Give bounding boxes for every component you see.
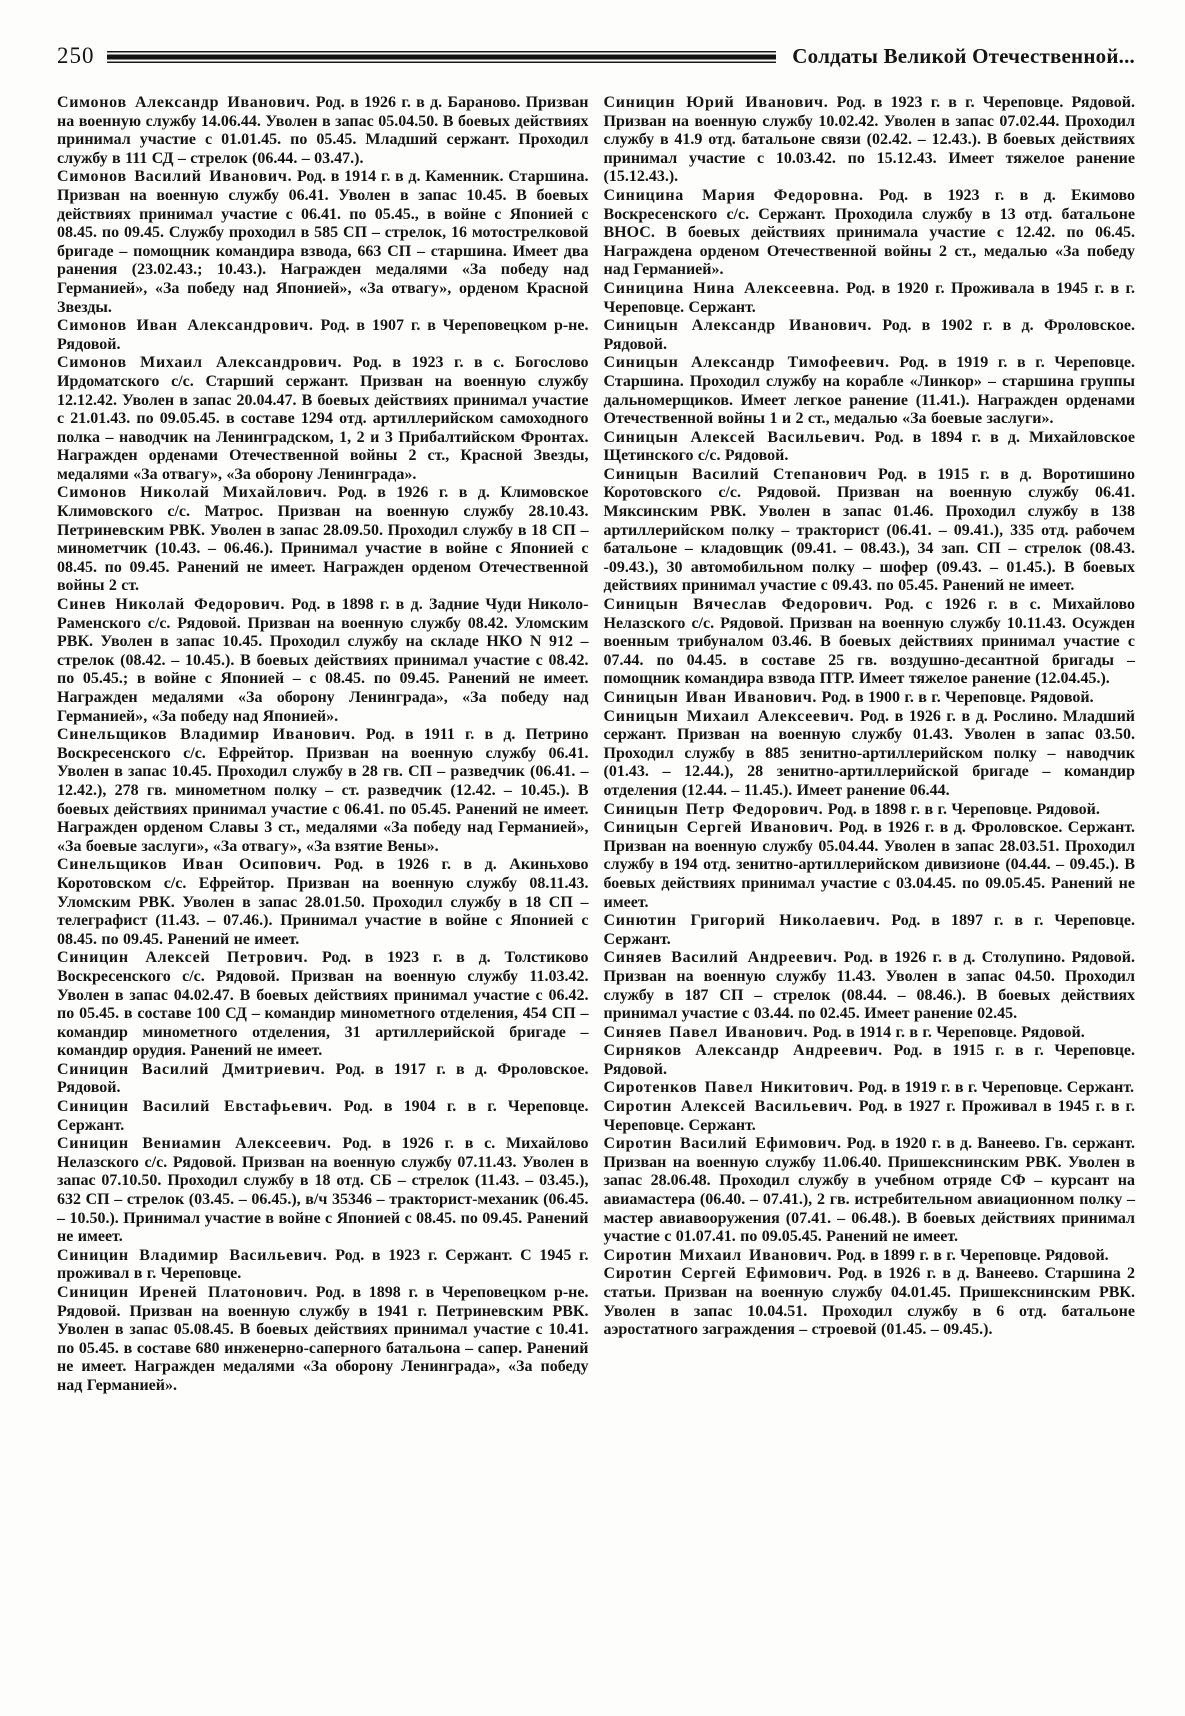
page-header [57, 38, 1135, 74]
text-columns [57, 94, 1135, 1396]
soldier-entry [57, 1098, 589, 1135]
soldier-name: Синев Николай Федорович. [57, 596, 286, 614]
column-left [57, 94, 589, 1396]
entry-text: Род. в 1923 г. Сержант. С 1945 г. проживал в г. Череповце. [57, 1246, 589, 1283]
soldier-entry [604, 912, 1136, 949]
column-right [604, 94, 1136, 1396]
entry-text: Род. в 1923 г. в д. Екимово Воскресенского с/с. Сержант. Проходила службу в 13 отд. батальоне ВНОС. В боевых действиях принимала участие с 12.42. по 06.45. Награждена орденом Отечественной войны 2 ст., медалью «За победу над Германией». [603, 186, 1135, 279]
soldier-name: Синицын Иван Иванович. [603, 689, 818, 706]
entry-text: Род. в 1914 г. в г. Череповце. Рядовой. [812, 1023, 1085, 1041]
entry-text: Род. в 1923 г. в г. Череповце. Рядовой. Призван на военную службу 10.02.42. Уволен в запас 07.02.44. Проходил службу в 41.9 отд. батальоне связи (02.42. – 12.43.). В боевых действиях принимал участие с 10.03.42. по 15.12.43. Имеет тяжелое ранение (15.12.43.). [603, 94, 1135, 186]
soldier-name: Синельщиков Владимир Иванович. [57, 726, 356, 744]
soldier-entry [57, 484, 589, 596]
entry-text: Род. в 1900 г. в г. Череповце. Рядовой. [821, 689, 1094, 706]
soldier-name: Синицын Михаил Алексеевич. [603, 707, 855, 725]
soldier-entry [604, 354, 1136, 428]
soldier-entry [604, 1135, 1136, 1247]
soldier-entry [604, 1265, 1136, 1339]
soldier-name: Синицина Нина Алексеевна. [603, 279, 840, 297]
entry-text: Род. в 1923 г. в д. Толстиково Воскресенского с/с. Рядовой. Призван на военную службу 11.03.42. Уволен в запас 04.02.47. В боевых действиях принимал участие с 06.42. по 05.45. в составе 100 СД – командир минометного отделения, 454 СП – командир минометного отделения, 31 артиллерийской бригаде – командир орудия. Ранений не имеет. [57, 949, 589, 1060]
soldier-entry [604, 801, 1136, 820]
soldier-entry [604, 429, 1136, 466]
soldier-name: Сиротин Михаил Иванович. [603, 1246, 833, 1264]
soldier-entry [604, 1024, 1136, 1043]
soldier-name: Синицина Мария Федоровна. [603, 186, 864, 204]
entry-text: Род. в 1926 г. в д. Ванеево. Старшина 2 статьи. Призван на военную службу 04.01.45. Пришекснинским РВК. Уволен в запас 10.04.51. Проходил службу в 6 отд. батальоне аэростатного заграждения – строевой (01.45. – 09.45.). [603, 1265, 1135, 1339]
soldier-entry [57, 596, 589, 726]
soldier-name: Синютин Григорий Николаевич. [603, 912, 881, 930]
soldier-name: Синельщиков Иван Осипович. [57, 856, 322, 874]
entry-text: Род. в 1904 г. в г. Череповце. Сержант. [57, 1098, 589, 1134]
header-rule [107, 51, 777, 63]
soldier-entry [57, 726, 589, 856]
page-number: 250 [57, 43, 95, 68]
entry-text: Род. в 1898 г. в д. Задние Чуди Николо-Раменского с/с. Рядовой. Призван на военную службу 08.42. Уломским РВК. Уволен в запас 10.45. Проходил службу на складе НКО N 912 – стрелок (08.42. – 10.45.). В боевых действиях принимал участие с 08.42. по 05.45.; в войне с Японией – с 08.45. по 09.45. Ранений не имеет. Награжден медалями «За оборону Ленинграда», «За победу над Германией», «За победу над Японией». [57, 596, 589, 725]
entry-text: Род. в 1926 г. в д. Бараново. Призван на военную службу 14.06.44. Уволен в запас 05.04.50. В боевых действиях принимал участие с 01.01.45. по 05.45. Младший сержант. Проходил службу в 111 СД – стрелок (06.44. – 03.47.). [57, 94, 589, 167]
entry-text: Род. в 1897 г. в г. Череповце. Сержант. [603, 912, 1135, 948]
soldier-name: Синицин Вениамин Алексеевич. [57, 1135, 332, 1153]
soldier-entry [604, 1042, 1136, 1079]
soldier-entry [57, 1284, 589, 1396]
soldier-entry [57, 1247, 589, 1284]
entry-text: Род. в 1898 г. в Череповецком р-не. Рядовой. Призван на военную службу в 1941 г. Петриневским РВК. Уволен в запас 05.08.45. В боевых действиях принимал участие с 10.41. по 05.45. в составе 680 инженерно-саперного батальона – сапер. Ранений не имеет. Награжден медалями «За оборону Ленинграда», «За победу над Германией». [57, 1284, 589, 1394]
soldier-name: Симонов Иван Александрович. [57, 317, 314, 335]
soldier-entry [604, 1079, 1136, 1098]
entry-text: Род. с 1926 г. в с. Михайлово Нелазского с/с. Рядовой. Призван на военную службу 10.11.43. Осужден военным трибуналом 03.46. В боевых действиях принимал участие с 07.44. по 04.45. в составе 25 гв. воздушно-десантной бригады – помощник командира взвода ПТР. Имеет тяжелое ранение (12.04.45.). [603, 596, 1135, 688]
soldier-entry [604, 708, 1136, 801]
entry-text: Род. в 1926 г. в д. Акиньхово Коротовском с/с. Ефрейтор. Призван на военную службу 08.11.43. Уломским РВК. Уволен в запас 28.01.50. Проходил службу в 18 СП – телеграфист (11.43. – 07.46.). Принимал участие в войне с Японией с 08.45. по 09.45. Ранений не имеет. [57, 856, 589, 948]
soldier-name: Синицын Сергей Иванович. [603, 819, 834, 837]
entry-text: Род. в 1911 г. в д. Петрино Воскресенского с/с. Ефрейтор. Призван на военную службу 06.41. Уволен в запас 10.45. Проходил службу в 28 гв. СП – разведчик (06.41. – 12.42.), 278 гв. минометном полку – ст. разведчик (12.42. – 10.45.). В боевых действиях принимал участие с 06.41. по 05.45. Ранений не имеет. Награжден орденом Славы 3 ст., медалями «За победу над Германией», «За боевые заслуги», «За отвагу», «За взятие Вены». [57, 726, 589, 855]
soldier-name: Синицин Иреней Платонович. [57, 1284, 309, 1301]
entry-text: Род. в 1915 г. в г. Череповце. Рядовой. [603, 1042, 1135, 1078]
entry-text: Род. в 1914 г. в д. Каменник. Старшина. Призван на военную службу 06.41. Уволен в запас 10.45. В боевых действиях принимал участие с 06.41. по 05.45., в войне с Японией с 08.45. по 09.45. Службу проходил в 585 СП – стрелок, 16 мотострелковой бригаде – помощник командира взвода, 663 СП – старшина. Имеет два ранения (23.02.43.; 10.43.). Награжден медалями «За победу над Германией», «За победу над Японией», «За отвагу», орденом Красной Звезды. [57, 168, 589, 316]
entry-text: Род. в 1919 г. в г. Череповце. Сержант. [858, 1079, 1134, 1097]
soldier-name: Синицин Владимир Васильевич. [57, 1246, 328, 1264]
soldier-entry [57, 354, 589, 484]
soldier-name: Сирняков Александр Андреевич. [603, 1042, 883, 1060]
soldier-name: Синицин Василий Дмитриевич. [57, 1060, 326, 1078]
soldier-name: Сиротенков Павел Никитович. [603, 1079, 854, 1097]
soldier-name: Симонов Александр Иванович. [57, 94, 311, 111]
soldier-entry [57, 317, 589, 354]
soldier-name: Синицын Александр Тимофеевич. [603, 354, 890, 372]
entry-text: Род. в 1926 г. в д. Столупино. Рядовой. Призван на военную службу 11.43. Уволен в запас 04.50. Проходил службу в 187 СП – стрелок (08.44. – 08.46.). В боевых действиях принимал участие с 03.44. по 02.45. Имеет ранение 02.45. [603, 949, 1135, 1023]
soldier-name: Симонов Михаил Александрович. [57, 354, 343, 372]
soldier-entry [604, 187, 1136, 280]
soldier-entry [57, 168, 589, 317]
entry-text: Род. в 1917 г. в д. Фроловское. Рядовой. [57, 1060, 589, 1097]
soldier-name: Симонов Василий Иванович. [57, 168, 293, 186]
page-title: Солдаты Великой Отечественной... [792, 43, 1135, 68]
entry-text: Род. в 1915 г. в д. Воротишино Коротовского с/с. Рядовой. Призван на военную службу 06.41. Мяксинским РВК. Уволен в запас 01.46. Проходил службу в 138 артиллерийском полку – тракторист (06.41. – 09.41.), 335 отд. рабочем батальоне – кладовщик (09.41. – 08.43.), 34 зап. СП – стрелок (08.43. -09.43.), 30 автомобильном полку – шофер (09.43. – 01.45.). В боевых действиях принимал участие с 09.43. по 05.45. Ранений не имеет. [603, 465, 1135, 595]
soldier-entry [57, 949, 589, 1061]
entry-text: Род. в 1894 г. в д. Михайловское Щетинского с/с. Рядовой. [603, 428, 1135, 465]
soldier-name: Синяев Павел Иванович. [603, 1023, 809, 1041]
soldier-name: Синяев Василий Андреевич. [603, 949, 838, 967]
entry-text: Род. в 1899 г. в г. Череповце. Рядовой. [836, 1246, 1109, 1264]
soldier-entry [604, 596, 1136, 689]
soldier-entry [604, 1098, 1136, 1135]
soldier-entry [57, 856, 589, 949]
soldier-name: Синицын Александр Иванович. [603, 317, 873, 335]
entry-text: Род. в 1919 г. в г. Череповце. Старшина. Проходил службу на корабле «Линкор» – старшина группы дальномерщиков. Имеет легкое ранение (11.41.). Награжден орденами Отечественной войны 1 и 2 ст., медалью «За боевые заслуги». [603, 354, 1135, 428]
soldier-entry [604, 689, 1136, 708]
soldier-name: Сиротин Василий Ефимович. [603, 1135, 842, 1153]
entry-text: Род. в 1923 г. в с. Богослово Ирдоматского с/с. Старший сержант. Призван на военную службу 12.12.42. Уволен в запас 20.04.47. В боевых действиях принимал участие с 21.01.43. по 09.05.45. в составе 1294 отд. артиллерийском самоходного полка – наводчик на Ленинградском, 1, 2 и 3 Прибалтийском Фронтах. Награжден орденами Отечественной войны 2 ст., Красной Звезды, медалями «За отвагу», «За оборону Ленинграда». [57, 354, 589, 483]
entry-text: Род. в 1898 г. в г. Череповце. Рядовой. [827, 800, 1100, 818]
soldier-entry [57, 94, 589, 168]
soldier-entry [604, 819, 1136, 912]
soldier-name: Симонов Николай Михайлович. [57, 484, 328, 502]
soldier-name: Сиротин Сергей Ефимович. [603, 1265, 833, 1283]
entry-text: Род. в 1926 г. в д. Фроловское. Сержант. Призван на военную службу 05.04.44. Уволен в запас 28.03.51. Проходил службу в 194 отд. зенитно-артиллерийском дивизионе (04.44. – 09.45.). В боевых действиях принимал участие с 03.04.45. по 09.05.45. Ранений не имеет. [603, 819, 1135, 911]
soldier-entry [604, 317, 1136, 354]
entry-text: Род. в 1907 г. в Череповецком р-не. Рядовой. [57, 317, 589, 353]
entry-text: Род. в 1927 г. Проживал в 1945 г. в г. Череповце. Сержант. [603, 1098, 1135, 1134]
entry-text: Род. в 1920 г. Проживала в 1945 г. в г. Череповце. Сержант. [603, 279, 1136, 316]
soldier-name: Синицин Юрий Иванович. [603, 94, 829, 111]
soldier-entry [604, 94, 1136, 187]
entry-text: Род. в 1902 г. в д. Фроловское. Рядовой. [603, 317, 1135, 353]
soldier-name: Сиротин Алексей Васильевич. [603, 1098, 853, 1116]
entry-text: Род. в 1926 г. в с. Михайлово Нелазского с/с. Рядовой. Призван на военную службу 07.11.43. Уволен в запас 07.10.50. Проходил службу в 18 отд. СБ – стрелок (11.43. – 03.45.), 632 СП – стрелок (03.45. – 06.45.), в/ч 35346 – тракторист-механик (06.45. – 10.50.). Принимал участие в войне с Японией с 08.45. по 09.45. Ранений не имеет. [57, 1135, 589, 1246]
soldier-entry [57, 1135, 589, 1247]
soldier-name: Синицин Алексей Петрович. [57, 949, 309, 967]
soldier-name: Синицын Алексей Васильевич. [603, 428, 866, 446]
entry-text: Род. в 1920 г. в д. Ванеево. Гв. сержант. Призван на военную службу 11.06.40. Пришекснинским РВК. Уволен в запас 28.06.48. Проходил службу в учебном отряде СФ – курсант на авиамастера (06.40. – 07.41.), 2 гв. истребительном авиационном полку – мастер авиавооружения (07.41. – 06.48.). В боевых действиях принимал участие с 01.07.41. по 09.05.45. Ранений не имеет. [603, 1135, 1136, 1246]
soldier-entry [57, 1061, 589, 1098]
soldier-name: Синицын Петр Федорович. [603, 800, 824, 818]
soldier-name: Синицин Василий Евстафьевич. [57, 1098, 333, 1116]
entry-text: Род. в 1926 г. в д. Климовское Климовского с/с. Матрос. Призван на военную службу 28.10.43. Петриневским РВК. Уволен в запас 28.09.50. Проходил службу в 18 СП – минометчик (10.43. – 06.46.). Принимал участие в войне с Японией с 08.45. по 09.45. Ранений не имеет. Награжден орденом Отечественной войны 2 ст. [57, 484, 589, 595]
soldier-name: Синицын Вячеслав Федорович. [603, 596, 873, 614]
soldier-name: Синицын Василий Степанович [603, 465, 868, 483]
soldier-entry [604, 949, 1136, 1023]
entry-text: Род. в 1926 г. в д. Рослино. Младший сержант. Призван на военную службу 01.43. Уволен в запас 03.50. Проходил службу в 885 зенитно-артиллерийском полку – наводчик (01.43. – 12.44.), 28 зенитно-артиллерийской бригаде – командир отделения (12.44. – 11.45.). Имеет ранение 06.44. [603, 707, 1136, 799]
soldier-entry [604, 466, 1136, 596]
soldier-entry [604, 1247, 1136, 1266]
soldier-entry [604, 280, 1136, 317]
